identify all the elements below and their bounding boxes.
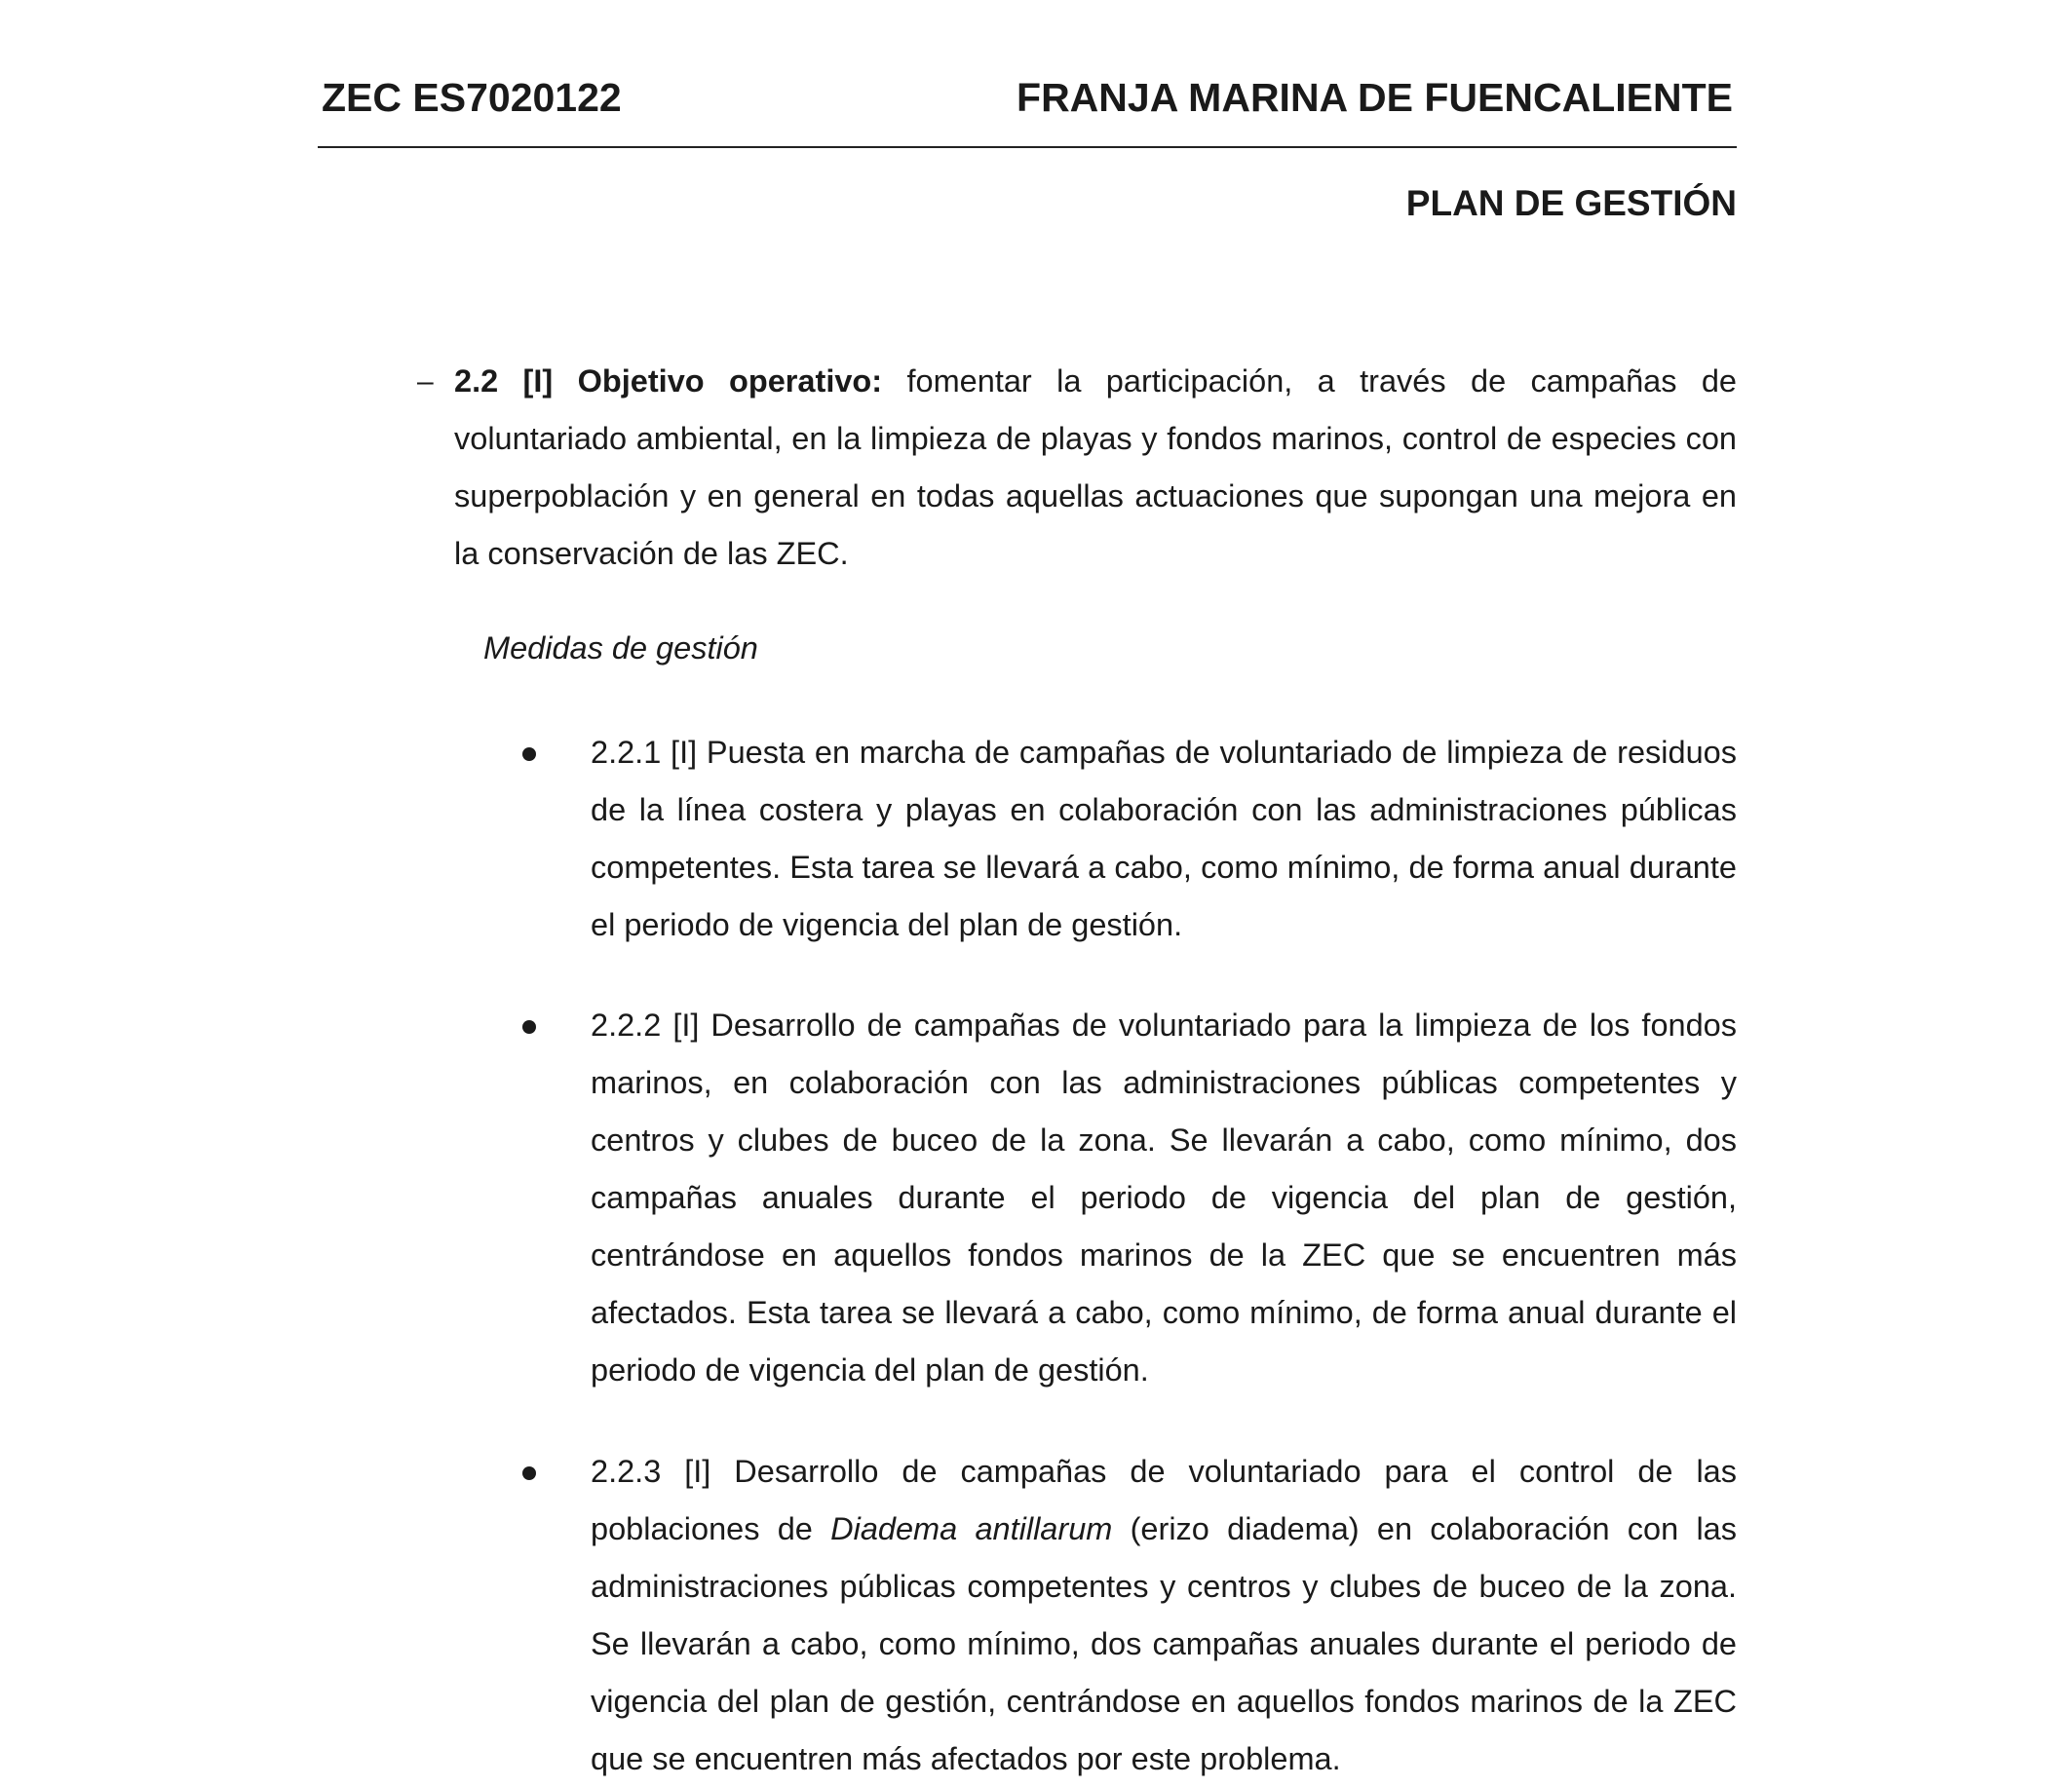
bullet-icon — [522, 747, 536, 761]
document-subtitle: PLAN DE GESTIÓN — [1405, 183, 1737, 223]
measure-item-2-2-1 — [591, 724, 1737, 954]
measure-text-after: (erizo diadema) en colaboración con las administraciones públicas competentes y centros y clubes de buceo de la zona. Se llevarán a cabo, como mínimo, dos campañas anuales durante el periodo de vigencia del plan de gestión, centrándose en aquellos fondos marinos de la ZEC que se encuentren más afectados por este problema. — [591, 1511, 1738, 1776]
measure-text: 2.2.1 [I] Puesta en marcha de campañas de voluntariado de limpieza de residuos de la línea costera y playas en colaboración con las administraciones públicas competentes. Esta tarea se llevará a cabo, como mínimo, de forma anual durante el periodo de vigencia del plan de gestión. — [591, 735, 1737, 942]
objective-text: fomentar la participación, a través de campañas de voluntariado ambiental, en la limpieza de playas y fondos marinos, control de especies con superpoblación y en general en todas aquellas actuaciones que supongan una mejora en la conservación de las ZEC. — [454, 363, 1738, 571]
measure-text: 2.2.2 [I] Desarrollo de campañas de voluntariado para la limpieza de los fondos marinos, en colaboración con las administraciones públicas competentes y centros y clubes de buceo de la zona. Se llevarán a cabo, como mínimo, dos campañas anuales durante el periodo de vigencia del plan de gestión, centrándose en aquellos fondos marinos de la ZEC que se encuentren más afectados. Esta tarea se llevará a cabo, como mínimo, de forma anual durante el periodo de vigencia del plan de gestión. — [591, 1008, 1737, 1388]
dash-marker: – — [417, 365, 434, 398]
bullet-icon — [522, 1466, 536, 1480]
measures-title: Medidas de gestión — [483, 630, 758, 666]
header-site-code: ZEC ES7020122 — [322, 75, 622, 120]
measure-item-2-2-2 — [591, 997, 1737, 1399]
page-header — [318, 68, 1737, 148]
measure-item-2-2-3 — [591, 1443, 1737, 1788]
operational-objective — [417, 353, 1738, 583]
bullet-icon — [522, 1020, 536, 1034]
measure-text-before: 2.2.3 [I] Desarrollo de campañas de voluntariado para el control de las poblaciones de — [591, 1454, 1737, 1546]
header-site-name: FRANJA MARINA DE FUENCALIENTE — [1017, 75, 1733, 120]
species-name: Diadema antillarum — [830, 1511, 1113, 1546]
objective-label: 2.2 [I] Objetivo operativo: — [454, 363, 883, 399]
